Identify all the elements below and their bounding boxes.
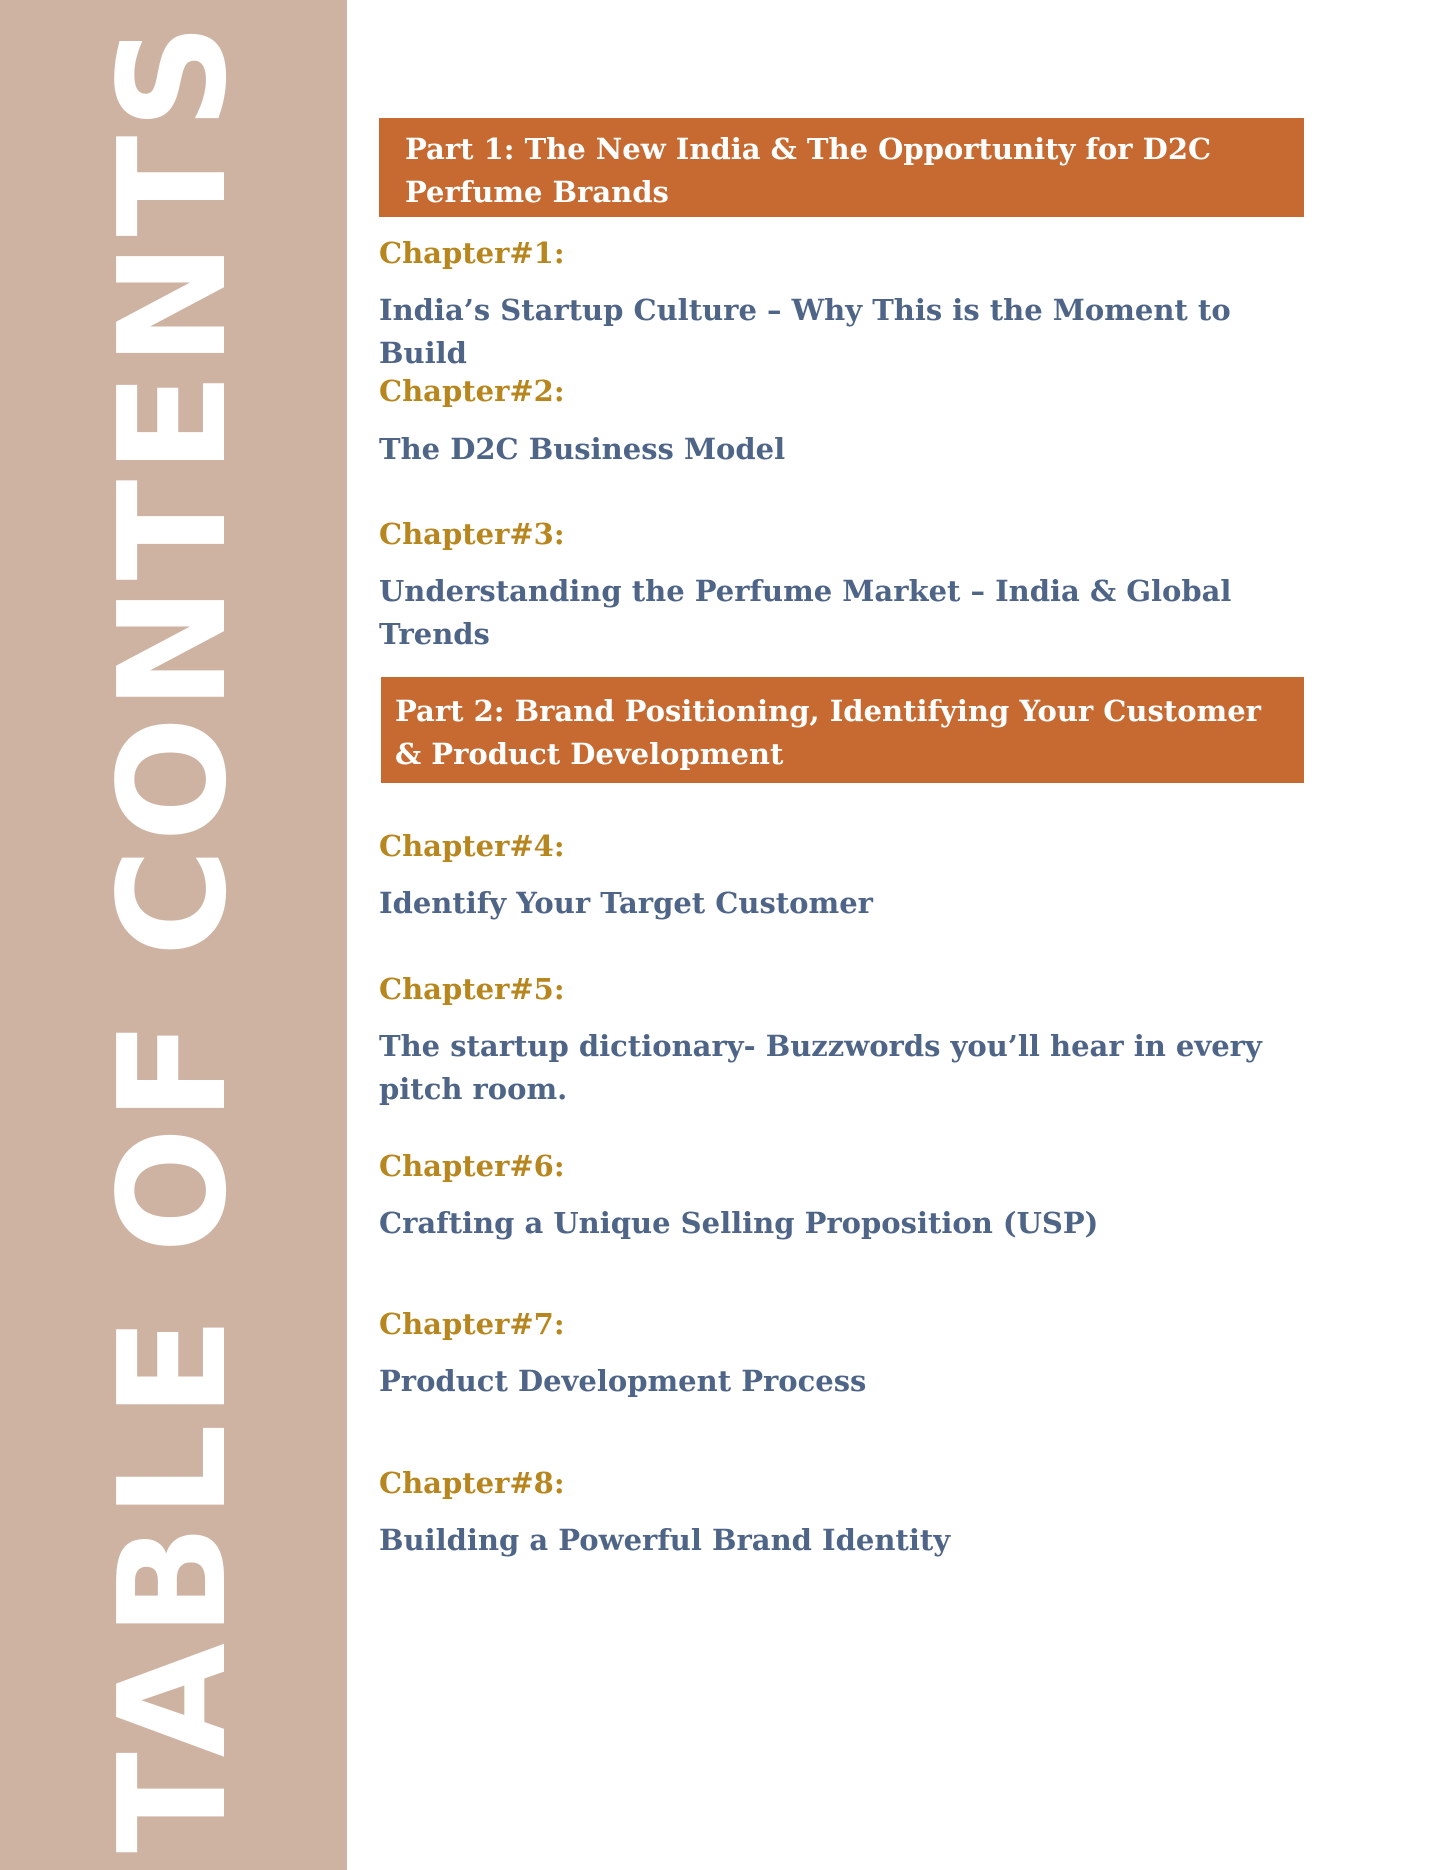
chapter-6-title[interactable]: Crafting a Unique Selling Proposition (USP)	[379, 1206, 1099, 1240]
chapter-2-label: Chapter#2:	[379, 374, 565, 408]
chapter-6-label: Chapter#6:	[379, 1149, 565, 1183]
chapter-8-label: Chapter#8:	[379, 1466, 565, 1500]
chapter-7-label: Chapter#7:	[379, 1307, 565, 1341]
chapter-2-title[interactable]: The D2C Business Model	[379, 432, 786, 466]
chapter-1-title[interactable]: India’s Startup Culture – Why This is the Moment to Build	[379, 293, 1231, 370]
chapter-4-title[interactable]: Identify Your Target Customer	[379, 886, 873, 920]
table-of-contents-title: TABLE OF CONTENTS	[87, 17, 259, 1853]
chapter-8-title[interactable]: Building a Powerful Brand Identity	[379, 1523, 951, 1557]
chapter-1-label: Chapter#1:	[379, 236, 565, 270]
chapter-5-label: Chapter#5:	[379, 972, 565, 1006]
part-2-header: Part 2: Brand Positioning, Identifying Your Customer & Product Development	[381, 677, 1304, 783]
part-1-header: Part 1: The New India & The Opportunity for D2C Perfume Brands	[379, 118, 1304, 217]
sidebar	[0, 0, 347, 1870]
chapter-5-title[interactable]: The startup dictionary- Buzzwords you’ll hear in every pitch room.	[379, 1029, 1262, 1106]
chapter-4-label: Chapter#4:	[379, 829, 565, 863]
chapter-3-title[interactable]: Understanding the Perfume Market – India & Global Trends	[379, 574, 1232, 651]
chapter-7-title[interactable]: Product Development Process	[379, 1364, 867, 1398]
chapter-3-label: Chapter#3:	[379, 517, 565, 551]
